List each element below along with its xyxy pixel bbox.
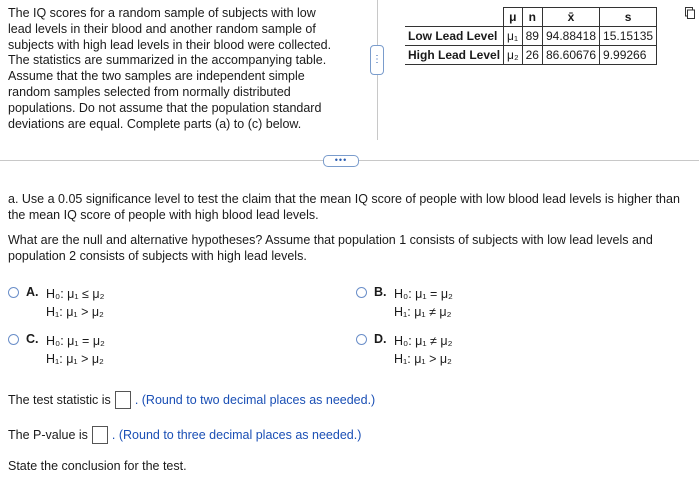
intro-line: deviations are equal. Complete parts (a) to (c) below. (8, 116, 302, 131)
option-letter: B. (374, 285, 387, 299)
part-a-instructions: a. Use a 0.05 significance level to test the claim that the mean IQ score of people with low blood lead levels is higher than the mean IQ score of people with high blood lead levels. (8, 192, 680, 222)
alternative-hypothesis: H₁: μ₁ > μ₂ (46, 305, 104, 319)
test-statistic-line (8, 391, 375, 409)
table-row (405, 46, 657, 65)
p-value-label: The P-value is (8, 428, 88, 442)
problem-statement (8, 6, 360, 132)
column-header-xbar: x̄ (542, 8, 599, 27)
intro-line: lead levels in their blood and another random sample of (8, 21, 316, 36)
table-corner (405, 8, 504, 27)
option-b[interactable] (356, 285, 453, 321)
p-value-input[interactable] (92, 426, 108, 444)
intro-line: The statistics are summarized in the accompanying table. (8, 53, 327, 68)
radio-button[interactable] (8, 287, 19, 298)
rounding-note: . (Round to two decimal places as needed.) (134, 393, 376, 407)
column-header-s: s (600, 8, 657, 27)
test-statistic-label: The test statistic is (8, 393, 111, 407)
rounding-note: . (Round to three decimal places as needed.) (111, 428, 362, 442)
p-value-line (8, 426, 361, 444)
conclusion-prompt: State the conclusion for the test. (8, 459, 187, 473)
row-label: Low Lead Level (405, 27, 504, 46)
null-hypothesis: H₀: μ₁ = μ₂ (46, 334, 105, 348)
cell-n: 89 (522, 27, 542, 46)
hypotheses-question: What are the null and alternative hypotheses? Assume that population 1 consists of subjects with low lead levels and population 2 consists of subjects with high lead levels. (8, 233, 653, 263)
radio-button[interactable] (356, 334, 367, 345)
test-statistic-input[interactable] (115, 391, 131, 409)
cell-n: 26 (522, 46, 542, 65)
more-horizontal-icon: ••• (334, 155, 348, 165)
row-label: High Lead Level (405, 46, 504, 65)
intro-line: random samples selected from normally distributed (8, 84, 291, 99)
column-header-mu: μ (504, 8, 523, 27)
horizontal-resize-handle[interactable] (323, 155, 359, 167)
table-header-row (405, 8, 657, 27)
option-letter: D. (374, 332, 387, 346)
cell-xbar: 94.88418 (542, 27, 599, 46)
more-vertical-icon: ⋮ (372, 54, 382, 65)
cell-xbar: 86.60676 (542, 46, 599, 65)
intro-line: The IQ scores for a random sample of subjects with low (8, 6, 316, 20)
alternative-hypothesis: H₁: μ₁ ≠ μ₂ (394, 305, 452, 319)
intro-line: subjects with high lead levels in their blood were collected. (8, 37, 332, 52)
statistics-table (405, 7, 657, 65)
intro-line: Assume that the two samples are independent simple (8, 69, 305, 84)
table-row (405, 27, 657, 46)
cell-s: 9.99266 (600, 46, 657, 65)
copy-icon[interactable] (685, 7, 695, 19)
radio-button[interactable] (8, 334, 19, 345)
null-hypothesis: H₀: μ₁ = μ₂ (394, 287, 453, 301)
option-letter: A. (26, 285, 39, 299)
null-hypothesis: H₀: μ₁ ≤ μ₂ (46, 287, 105, 301)
intro-line: populations. Do not assume that the population standard (8, 100, 322, 115)
cell-mu: μ₂ (504, 46, 523, 65)
option-c[interactable] (8, 332, 105, 368)
radio-button[interactable] (356, 287, 367, 298)
cell-s: 15.15135 (600, 27, 657, 46)
alternative-hypothesis: H₁: μ₁ > μ₂ (394, 352, 452, 366)
column-header-n: n (522, 8, 542, 27)
option-a[interactable] (8, 285, 104, 321)
vertical-resize-handle[interactable] (370, 45, 384, 75)
cell-mu: μ₁ (504, 27, 523, 46)
alternative-hypothesis: H₁: μ₁ > μ₂ (46, 352, 104, 366)
option-letter: C. (26, 332, 39, 346)
null-hypothesis: H₀: μ₁ ≠ μ₂ (394, 334, 453, 348)
option-d[interactable] (356, 332, 452, 368)
